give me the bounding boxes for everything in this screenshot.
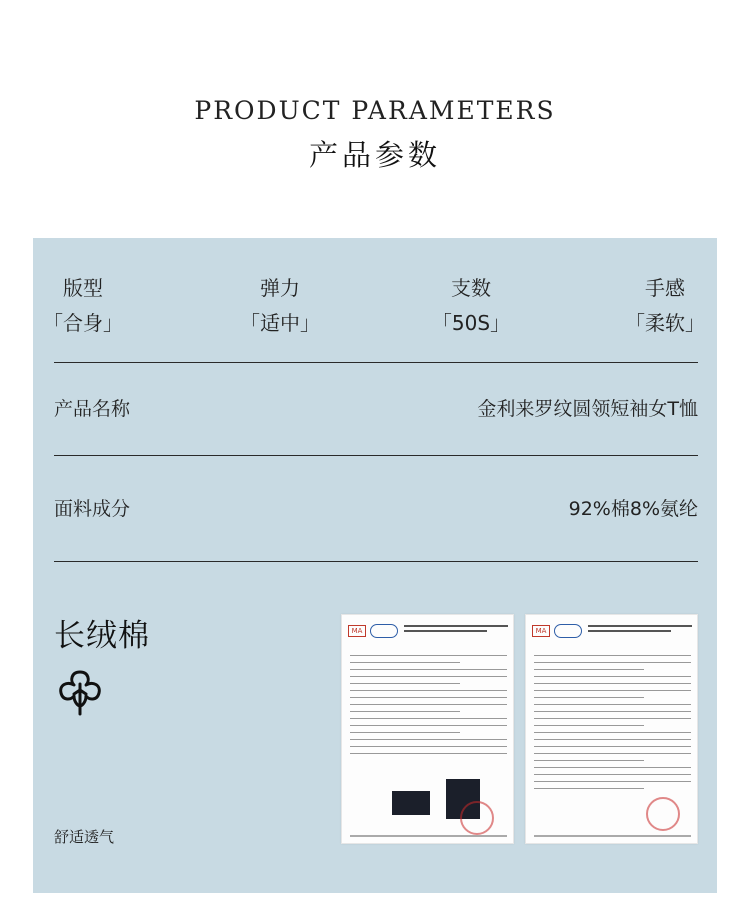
red-stamp-icon xyxy=(646,797,680,831)
report-footer-line xyxy=(350,835,507,837)
spec-row xyxy=(33,274,717,338)
cotton-flower-icon xyxy=(54,666,106,718)
spec-fit xyxy=(41,274,125,338)
report-header xyxy=(532,623,692,645)
ma-logo-icon: MA xyxy=(532,625,550,637)
red-stamp-icon xyxy=(460,801,494,835)
report-heading-lines xyxy=(588,625,692,637)
report-footer-line xyxy=(534,835,691,837)
spec-hand-feel-value: 「柔软」 xyxy=(625,311,705,335)
test-report-page-2 xyxy=(525,614,698,844)
spec-elasticity-label: 弹力 xyxy=(260,276,300,300)
spec-fit-label: 版型 xyxy=(63,276,103,300)
ma-logo-icon: MA xyxy=(348,625,366,637)
cnas-logo-icon xyxy=(554,624,582,638)
spec-fit-value: 「合身」 xyxy=(43,311,123,335)
spec-yarn-count xyxy=(429,274,513,338)
fabric-value: 92%棉8%氨纶 xyxy=(568,498,698,520)
feature-title: 长绒棉 xyxy=(54,618,150,654)
report-header xyxy=(348,623,508,645)
divider xyxy=(54,561,698,562)
test-report-page-1 xyxy=(341,614,514,844)
report-heading-lines xyxy=(404,625,508,637)
title-chinese: 产品参数 xyxy=(308,138,441,172)
title-english: PRODUCT PARAMETERS xyxy=(194,96,556,125)
spec-elasticity-value: 「适中」 xyxy=(240,311,320,335)
product-name-row xyxy=(54,394,698,424)
spec-yarn-count-label: 支数 xyxy=(451,276,491,300)
report-table xyxy=(534,655,691,795)
product-name-label: 产品名称 xyxy=(54,398,131,420)
product-name-value: 金利来罗纹圆领短袖女T恤 xyxy=(477,398,698,420)
feature-note: 舒适透气 xyxy=(54,828,115,846)
header xyxy=(0,96,750,174)
report-table xyxy=(350,655,507,760)
spec-hand-feel-label: 手感 xyxy=(645,276,685,300)
fabric-label: 面料成分 xyxy=(54,498,131,520)
spec-yarn-count-value: 「50S」 xyxy=(431,311,511,335)
fabric-row xyxy=(54,494,698,524)
parameters-panel xyxy=(33,238,717,893)
cnas-logo-icon xyxy=(370,624,398,638)
garment-photo-back xyxy=(392,791,430,815)
divider xyxy=(54,455,698,456)
spec-hand-feel xyxy=(623,274,707,338)
divider xyxy=(54,362,698,363)
spec-elasticity xyxy=(238,274,322,338)
